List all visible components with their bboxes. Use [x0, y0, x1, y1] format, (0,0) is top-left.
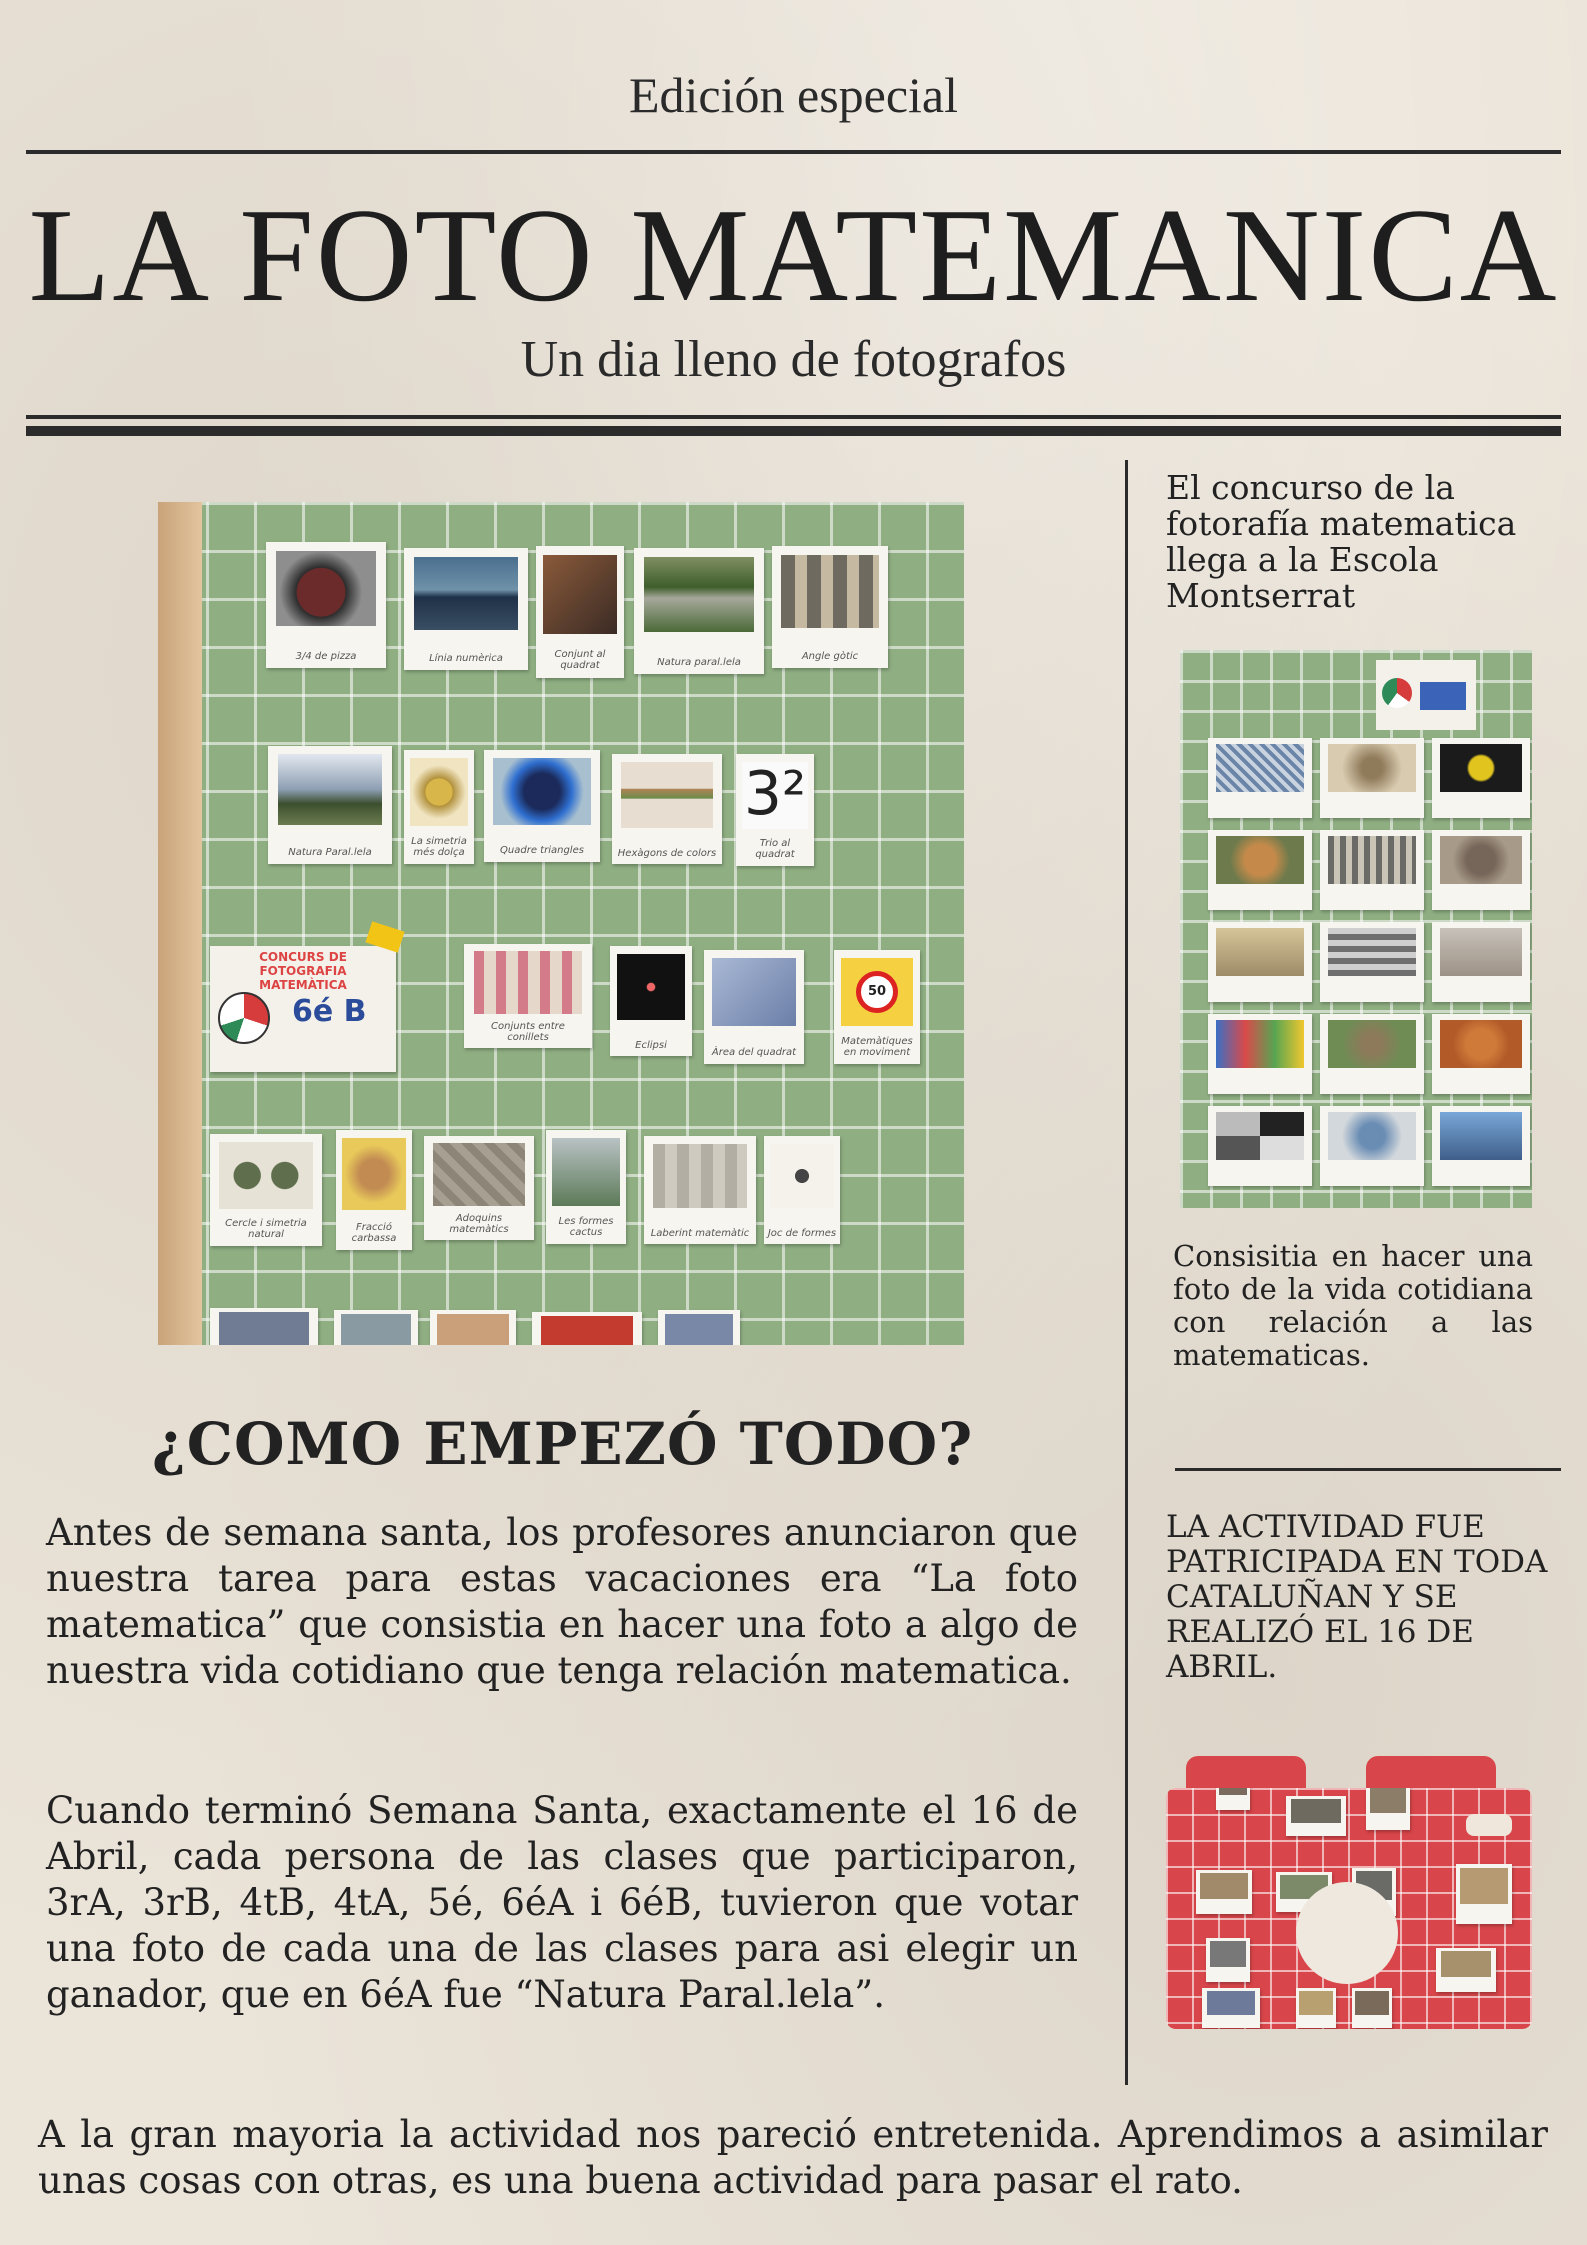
article-heading: ¿COMO EMPEZÓ TODO? — [151, 1410, 974, 1478]
card-grid — [1208, 738, 1530, 1196]
photo-card — [610, 946, 692, 1056]
small-poster — [1376, 660, 1476, 730]
red-tile-board — [1166, 1788, 1532, 2029]
double-rule-thick — [26, 426, 1561, 436]
card-caption: Trio al quadrat — [755, 838, 795, 861]
photo-card — [404, 750, 474, 864]
newspaper-title: LA FOTO MATEMANICA — [28, 181, 1559, 329]
photo-card — [536, 546, 624, 678]
card-caption: Natura Paral.lela — [288, 847, 372, 859]
photo-card — [334, 1310, 418, 1345]
article-paragraph-1: Antes de semana santa, los profesores anunciaron que nuestra tarea para estas vacaciones era “La foto matematica” que consistia en hacer una foto a algo de nuestra vida cotidiano que tenga relación matematica. — [46, 1511, 1078, 1692]
card-caption: Àrea del quadrat — [711, 1047, 797, 1059]
sidebar-title: El concurso de la fotorafía matematica llega a la Escola Montserrat — [1166, 468, 1517, 615]
door-frame — [158, 502, 202, 1345]
camera-flash-slot — [1466, 1814, 1512, 1836]
photo-card — [764, 1136, 840, 1244]
sidebar-divider — [1175, 1468, 1561, 1471]
photo-card — [704, 950, 804, 1064]
photo-card — [532, 1312, 642, 1345]
poster-title: CONCURS DE FOTOGRAFIA MATEMÀTICA — [259, 950, 347, 992]
double-rule-thin — [26, 415, 1561, 419]
card-caption: Cercle i simetria natural — [225, 1218, 307, 1241]
speed-limit-sign-icon: 50 — [856, 971, 898, 1013]
card-caption: La simetria més dolça — [411, 836, 467, 859]
card-caption: Quadre triangles — [500, 845, 584, 857]
photo-card — [210, 1134, 322, 1246]
sidebar-photo-contest-board — [1180, 650, 1532, 1208]
camera-shaped-photo — [1166, 1756, 1532, 2029]
photo-card — [612, 754, 722, 864]
poster-class: 6é B — [292, 994, 367, 1029]
top-rule — [26, 150, 1561, 154]
card-caption: Eclipsi — [635, 1039, 667, 1051]
main-photo-contest-wall — [158, 502, 964, 1345]
photo-card — [210, 1308, 318, 1345]
article-paragraph-2: Cuando terminó Semana Santa, exactamente el 16 de Abril, cada persona de las clases que participaron, 3rA, 3rB, 4tB, 4tA, 5é, 6éA i 6éB, tuvieron que votar una foto de cada una de las clases para asi elegir un ganador, que en 6éA fue “Natura Paral.lela”. — [46, 1789, 1078, 2016]
poster-pie-icon — [218, 992, 270, 1044]
sidebar-description: Consisitia en hacer una foto de la vida cotidiana con relación a las matematicas. — [1173, 1239, 1533, 1372]
photo-card — [430, 1310, 516, 1345]
card-caption: Laberint matemàtic — [650, 1227, 750, 1239]
photo-card — [834, 950, 920, 1064]
photo-card — [266, 542, 386, 668]
closing-paragraph: A la gran mayoria la actividad nos pareció entretenida. Aprendimos a asimilar unas cosas con otras, es una buena actividad para pasar el rato. — [38, 2113, 1548, 2202]
photo-card — [424, 1136, 534, 1240]
card-caption: Angle gòtic — [801, 650, 859, 662]
edition-kicker: Edición especial — [628, 67, 959, 123]
photo-card — [268, 746, 392, 864]
card-caption: Conjunt al quadrat — [554, 649, 606, 672]
sidebar-announcement: LA ACTIVIDAD FUE PATRICIPADA EN TODA CATALUÑAN Y SE REALIZÓ EL 16 DE ABRIL. — [1166, 1509, 1548, 1685]
photo-card — [404, 548, 528, 670]
camera-lens-icon — [1296, 1882, 1398, 1984]
card-caption: Conjunts entre conillets — [491, 1020, 565, 1043]
card-caption: Joc de formes — [767, 1227, 837, 1239]
card-caption: Hexàgons de colors — [617, 847, 717, 859]
card-caption: Les formes cactus — [558, 1216, 614, 1239]
card-caption: Adoquins matemàtics — [449, 1212, 509, 1235]
photo-card — [464, 944, 592, 1048]
photo-card: 3² Trio al quadrat — [736, 754, 814, 866]
card-caption: Línia numèrica — [429, 652, 503, 664]
column-divider — [1125, 460, 1128, 2085]
photo-card — [546, 1130, 626, 1244]
card-caption: 3/4 de pizza — [295, 650, 357, 662]
photo-card — [634, 548, 764, 674]
newspaper-subtitle: Un dia lleno de fotografos — [520, 331, 1067, 388]
photo-card — [484, 750, 600, 862]
card-caption: Fracció carbassa — [351, 1222, 397, 1244]
photo-card — [644, 1136, 756, 1244]
photo-card — [658, 1310, 740, 1345]
card-caption: Natura paral.lela — [657, 656, 741, 668]
photo-card — [336, 1130, 412, 1250]
photo-card — [772, 546, 888, 668]
card-caption: Matemàtiques en moviment — [841, 1036, 913, 1059]
contest-poster — [210, 946, 396, 1072]
